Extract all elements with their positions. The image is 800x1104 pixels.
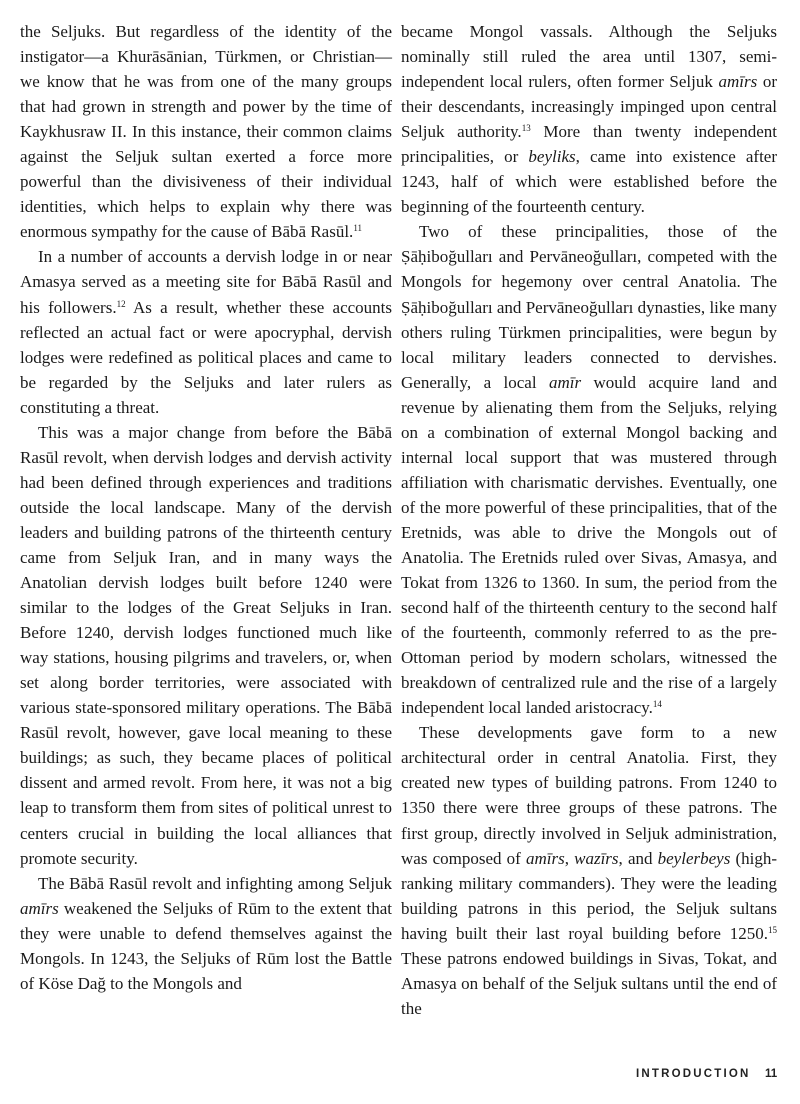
text-run: This was a major change from before the Bābā Rasūl revolt, when dervish lodges and dervish activity had been defined through experiences and traditions outside the local landscape. Many of the dervish leaders and building patrons of the thirteenth century came from Seljuk Iran, and in many ways the Anatolian dervish lodges built before 1240 were similar to the lodges of the Great Seljuks in Iran. Before 1240, dervish lodges functioned much like way stations, housing pilgrims and travelers, or, when set along border territories, were associated with various state-sponsored military operations. The Bābā Rasūl revolt, however, gave local meaning to these buildings; as such, they became places of political dissent and armed revolt. From here, it was not a big leap to transform them from sites of political unrest to centers crucial in building the local alliances that promote security.: [20, 422, 392, 868]
paragraph: [401, 219, 777, 720]
text-run: ,: [564, 848, 575, 868]
text-run: , and: [618, 848, 658, 868]
text-run: would acquire land and revenue by alienating them from the Seljuks, relying on a combination of external Mongol backing and internal local support that was mustered through affiliation with charismatic dervishes. Eventually, one of the more powerful of these principalities, that of the Eretnids, was able to drive the Mongols out of Anatolia. The Eretnids ruled over Sivas, Amasya, and Tokat from 1326 to 1360. In sum, the period from the second half of the thirteenth century to the second half of the fourteenth, commonly referred to as the pre-Ottoman period by modern scholars, witnessed the breakdown of centralized rule and the rise of a largely independent local landed aristocracy.: [401, 372, 778, 718]
italic-term: beylerbeys: [657, 848, 731, 868]
text-run: , came into existence after 1243, half of which were established before the beginning of the fourteenth century.: [401, 147, 778, 217]
footnote-reference: 11: [353, 223, 362, 234]
text-run: weakened the Seljuks of Rūm to the extent that they were unable to defend themselves against the Mongols. In 1243, the Seljuks of Rūm lost the Battle of Köse Dağ to the Mongols and: [20, 898, 392, 993]
page-number: 11: [765, 1068, 778, 1080]
text-run: became Mongol vassals. Although the Seljuks nominally still ruled the area until 1307, semi-independent local rulers, often former Seljuk: [401, 22, 777, 92]
italic-term: amīrs: [20, 898, 59, 918]
italic-term: amīr: [548, 372, 582, 392]
text-run: In a number of accounts a dervish lodge in or near Amasya served as a meeting site for Bābā Rasūl and his followers.: [20, 247, 392, 317]
footnote-reference: 14: [652, 699, 662, 710]
running-head: INTRODUCTION: [636, 1068, 751, 1080]
right-text-column: [401, 19, 777, 1021]
footnote-reference: 15: [768, 924, 777, 935]
text-run: These developments gave form to a new architectural order in central Anatolia. First, they created new types of building patrons. From 1240 to 1350 there were three groups of these patrons. The first group, directly involved in Seljuk administration, was composed of: [401, 723, 777, 868]
footnote-reference: 12: [116, 298, 126, 309]
text-run: the Seljuks. But regardless of the identity of the instigator—a Khurāsānian, Türkmen, or Christian—we know that he was from one of the many groups that had grown in strength and power by the time of Kaykhusraw II. In this instance, their common claims against the Seljuk sultan exerted a force more powerful than the divisiveness of their individual identities, which helps to explain why there was enormous sympathy for the cause of Bābā Rasūl.: [20, 22, 392, 242]
left-text-column: [20, 19, 392, 996]
text-run: The Bābā Rasūl revolt and infighting among Seljuk: [38, 873, 392, 893]
text-run: Two of these principalities, those of the Ṣāḥiboğulları and Pervāneoğulları, competed with the Mongols for hegemony over central Anatolia. The Ṣāḥiboğulları and Pervāneoğulları dynasties, like many others ruling Türkmen principalities, were begun by local military leaders connected to dervishes. Generally, a local: [401, 222, 777, 392]
paragraph: [20, 420, 392, 871]
text-run: As a result, whether these accounts reflected an actual fact or were apocryphal, dervish lodges were redefined as political places and came to be regarded by the Seljuks and later rulers as constituting a threat.: [20, 297, 392, 417]
footnote-reference: 13: [521, 123, 531, 134]
paragraph: [401, 19, 777, 219]
italic-term: beyliks: [528, 147, 576, 167]
text-run: or their descendants, increasingly impinged upon central Seljuk authority.: [401, 72, 777, 142]
paragraph: [20, 244, 392, 419]
italic-term: amīrs: [718, 72, 758, 92]
page-footer: [0, 1066, 800, 1086]
italic-term: amīrs: [525, 848, 565, 868]
paragraph: [401, 720, 777, 1021]
text-run: More than twenty independent principalities, or: [401, 122, 777, 167]
text-run: (high-ranking military commanders). They were the leading building patrons in this period, the Seljuk sultans having built their last royal building before 1250.: [401, 848, 778, 943]
text-run: These patrons endowed buildings in Sivas, Tokat, and Amasya on behalf of the Seljuk sultans until the end of the: [401, 948, 777, 1018]
italic-term: wazīrs: [574, 848, 619, 868]
paragraph: [20, 19, 392, 244]
paragraph: [20, 871, 392, 996]
